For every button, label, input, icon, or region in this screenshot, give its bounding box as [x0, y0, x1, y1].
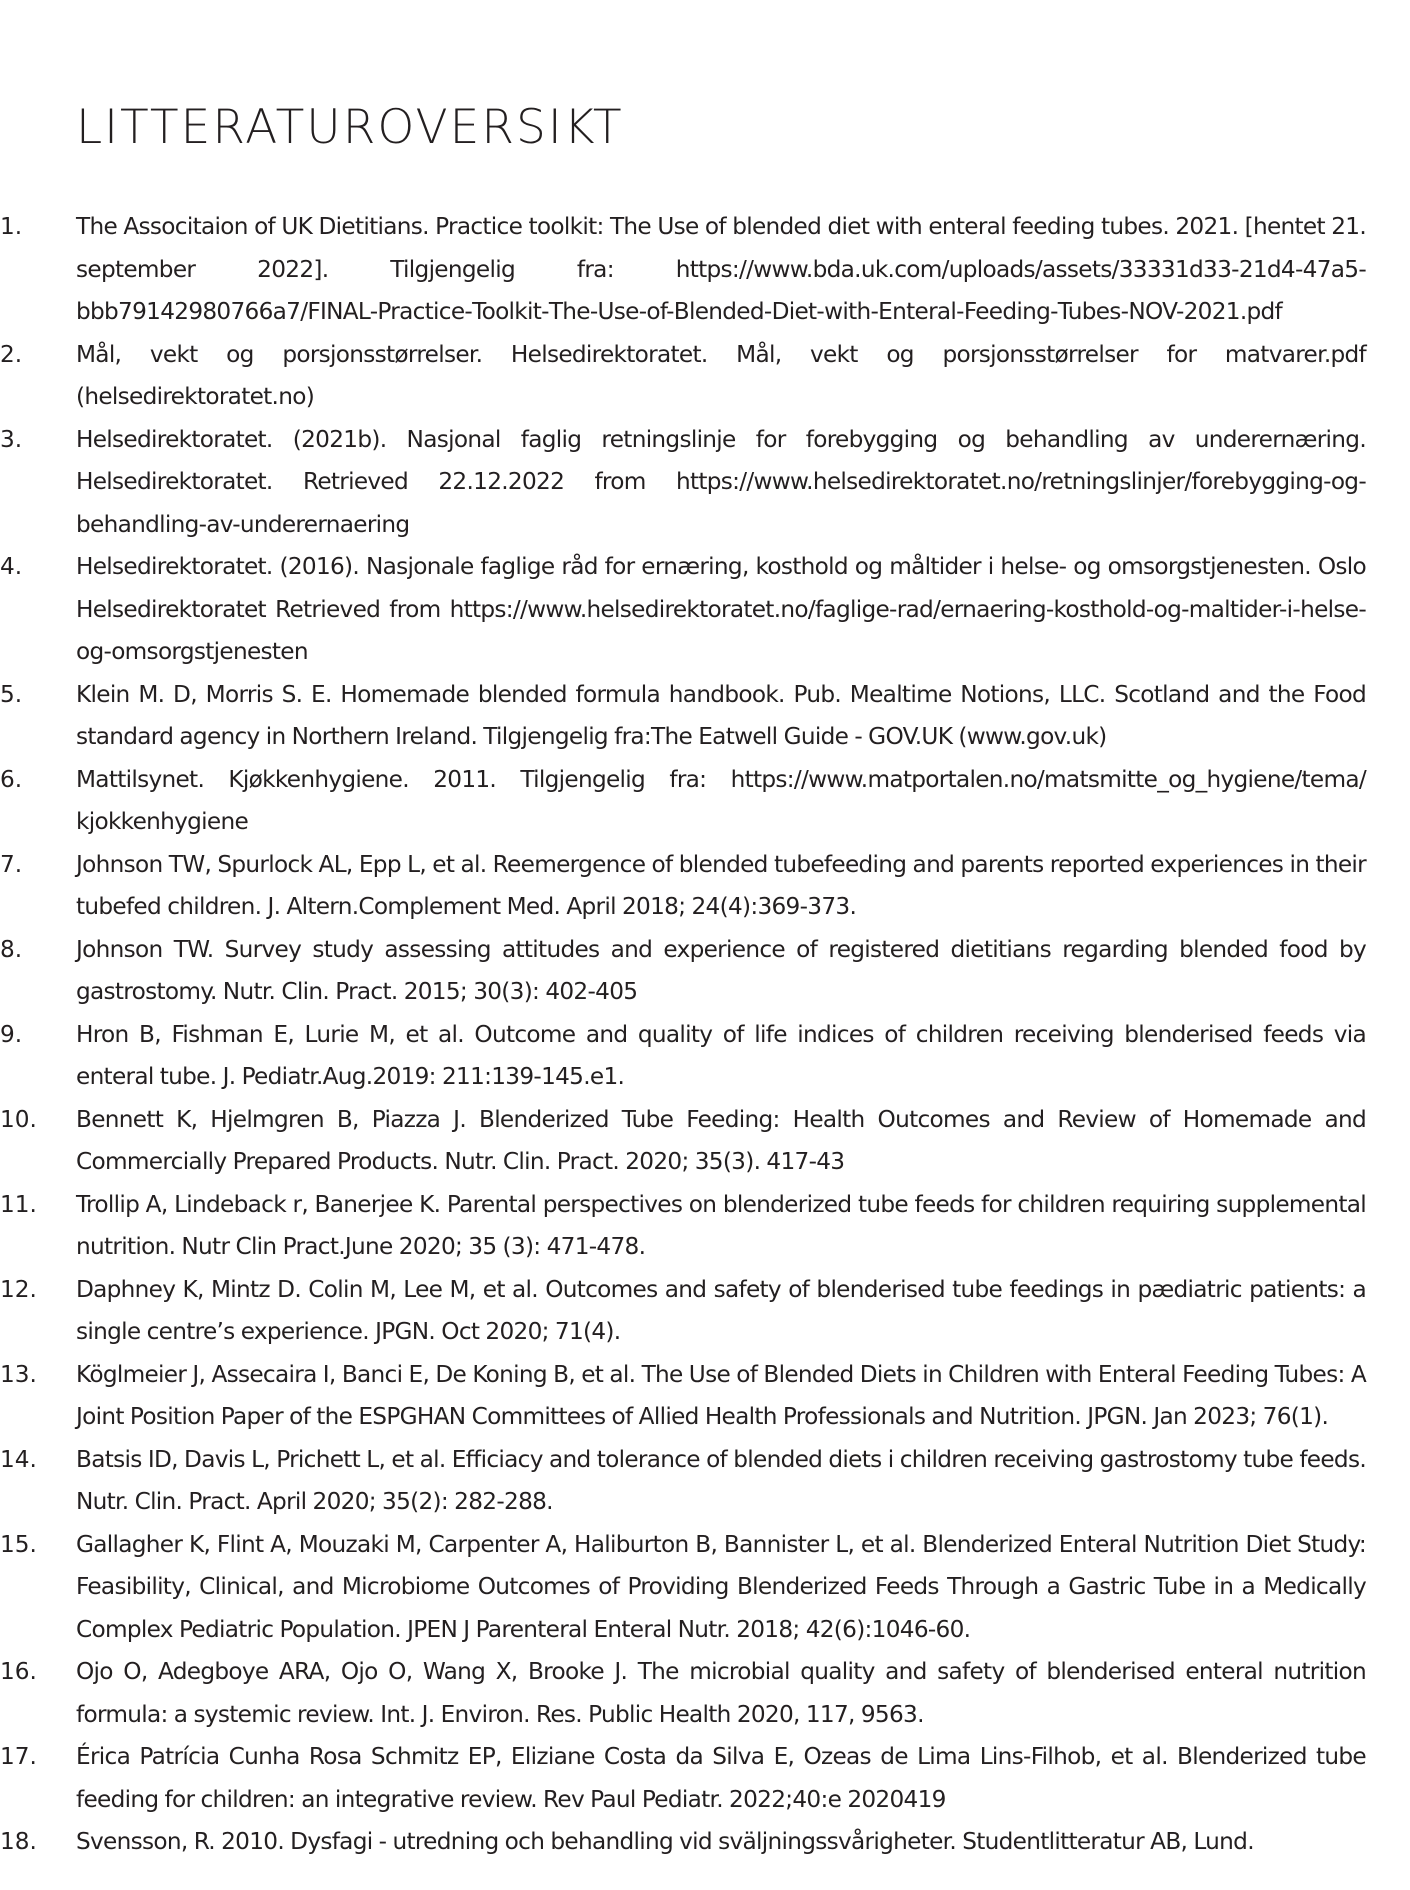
reference-number: 7. [0, 850, 23, 878]
reference-text: Svensson, R. 2010. Dysfagi - utredning och behandling vid sväljningssvårigheter. Studentlitteratur AB, Lund. [76, 1828, 1254, 1855]
reference-text: Köglmeier J, Assecaira I, Banci E, De Koning B, et al. The Use of Blended Diets in Children with Enteral Feeding Tubes: A Joint Position Paper of the ESPGHAN Committees of Allied Health Professionals and Nutrition. JPGN. Jan 2023; 76(1). [76, 1360, 1366, 1430]
reference-text: Daphney K, Mintz D. Colin M, Lee M, et al. Outcomes and safety of blenderised tube feedings in pædiatric patients: a single centre’s experience. JPGN. Oct 2020; 71(4). [76, 1275, 1366, 1345]
reference-text: Trollip A, Lindeback r, Banerjee K. Parental perspectives on blenderized tube feeds for children requiring supplemental nutrition. Nutr Clin Pract.June 2020; 35 (3): 471-478. [76, 1190, 1366, 1260]
reference-item [0, 1099, 1366, 1184]
reference-number: 4. [0, 553, 23, 580]
reference-number: 14. [0, 1445, 37, 1473]
reference-item [0, 1736, 1366, 1821]
reference-text: Hron B, Fishman E, Lurie M, et al. Outcome and quality of life indices of children receiving blenderised feeds via enteral tube. J. Pediatr.Aug.2019: 211:139-145.e1. [76, 1020, 1366, 1090]
reference-item [0, 1269, 1366, 1354]
reference-number: 5. [0, 680, 23, 708]
reference-number: 6. [0, 765, 23, 793]
reference-item [0, 1014, 1366, 1099]
reference-item [0, 334, 1366, 419]
reference-number: 15. [0, 1530, 37, 1558]
reference-number: 11. [0, 1190, 37, 1218]
reference-number: 18. [0, 1828, 37, 1855]
reference-item [0, 844, 1366, 929]
reference-item [0, 546, 1366, 674]
reference-number: 1. [0, 213, 23, 240]
reference-text: The Associtaion of UK Dietitians. Practice toolkit: The Use of blended diet with enteral feeding tubes. 2021. [hentet 21. september 2022]. Tilgjengelig fra: https://www.bda.uk.com/uploads/assets/33331d33-21d4-47a5-bbb79142980766a7/FINAL-Practice-Toolkit-The-Use-of-Blended-Diet-with-Enteral-Feeding-Tubes-NOV-2021.pdf [76, 213, 1366, 325]
reference-item [0, 1184, 1366, 1269]
reference-text: Helsedirektoratet. (2021b). Nasjonal faglig retningslinje for forebygging og behandling av underernæring. Helsedirektoratet. Retrieved 22.12.2022 from https://www.helsedirektoratet.no/retningslinjer/forebygging-og-behandling-av-underernaering [76, 425, 1366, 538]
reference-text: Johnson TW. Survey study assessing attitudes and experience of registered dietitians regarding blended food by gastrostomy. Nutr. Clin. Pract. 2015; 30(3): 402-405 [76, 935, 1366, 1005]
reference-text: Gallagher K, Flint A, Mouzaki M, Carpenter A, Haliburton B, Bannister L, et al. Blenderized Enteral Nutrition Diet Study: Feasibility, Clinical, and Microbiome Outcomes of Providing Blenderized Feeds Through a Gastric Tube in a Medically Complex Pediatric Population. JPEN J Parenteral Enteral Nutr. 2018; 42(6):1046-60. [76, 1530, 1366, 1643]
reference-text: Érica Patrícia Cunha Rosa Schmitz EP, Eliziane Costa da Silva E, Ozeas de Lima Lins-Filhob, et al. Blenderized tube feeding for children: an integrative review. Rev Paul Pediatr. 2022;40:e 2020419 [76, 1743, 1366, 1813]
reference-text: Helsedirektoratet. (2016). Nasjonale faglige råd for ernæring, kosthold og måltider i helse- og omsorgstjenesten. Oslo Helsedirektoratet Retrieved from https://www.helsedirektoratet.no/faglige-rad/ernaering-kosthold-og-maltider-i-helse-og-omsorgstjenesten [76, 553, 1366, 665]
reference-text: Johnson TW, Spurlock AL, Epp L, et al. Reemergence of blended tubefeeding and parents reported experiences in their tubefed children. J. Altern.Complement Med. April 2018; 24(4):369-373. [76, 850, 1366, 920]
reference-number: 16. [0, 1658, 37, 1685]
reference-number: 13. [0, 1360, 37, 1388]
reference-number: 10. [0, 1105, 37, 1133]
reference-item [0, 1524, 1366, 1652]
reference-list [0, 206, 1366, 1864]
reference-number: 3. [0, 425, 23, 453]
reference-text: Mål, vekt og porsjonsstørrelser. Helsedirektoratet. Mål, vekt og porsjonsstørrelser for matvarer.pdf (helsedirektoratet.no) [76, 340, 1366, 410]
reference-item [0, 1439, 1366, 1524]
reference-item [0, 929, 1366, 1014]
reference-item [0, 759, 1366, 844]
reference-item [0, 206, 1366, 334]
reference-number: 8. [0, 935, 23, 963]
reference-text: Bennett K, Hjelmgren B, Piazza J. Blenderized Tube Feeding: Health Outcomes and Review of Homemade and Commercially Prepared Products. Nutr. Clin. Pract. 2020; 35(3). 417-43 [76, 1105, 1366, 1175]
reference-number: 12. [0, 1275, 37, 1303]
reference-text: Klein M. D, Morris S. E. Homemade blended formula handbook. Pub. Mealtime Notions, LLC. Scotland and the Food standard agency in Northern Ireland. Tilgjengelig fra:The Eatwell Guide - GOV.UK (www.gov.uk) [76, 680, 1366, 750]
reference-item [0, 1651, 1366, 1736]
reference-text: Ojo O, Adegboye ARA, Ojo O, Wang X, Brooke J. The microbial quality and safety of blenderised enteral nutrition formula: a systemic review. Int. J. Environ. Res. Public Health 2020, 117, 9563. [76, 1658, 1366, 1728]
reference-item [0, 1354, 1366, 1439]
reference-text: Batsis ID, Davis L, Prichett L, et al. Efficiacy and tolerance of blended diets i children receiving gastrostomy tube feeds. Nutr. Clin. Pract. April 2020; 35(2): 282-288. [76, 1445, 1366, 1515]
reference-item [0, 419, 1366, 547]
page-title: LITTERATUROVERSIKT [76, 100, 624, 155]
reference-number: 17. [0, 1743, 37, 1770]
reference-number: 9. [0, 1020, 23, 1048]
reference-item [0, 1821, 1366, 1864]
reference-text: Mattilsynet. Kjøkkenhygiene. 2011. Tilgjengelig fra: https://www.matportalen.no/matsmitte_og_hygiene/tema/kjokkenhygiene [76, 765, 1366, 835]
reference-item [0, 674, 1366, 759]
reference-number: 2. [0, 340, 23, 368]
